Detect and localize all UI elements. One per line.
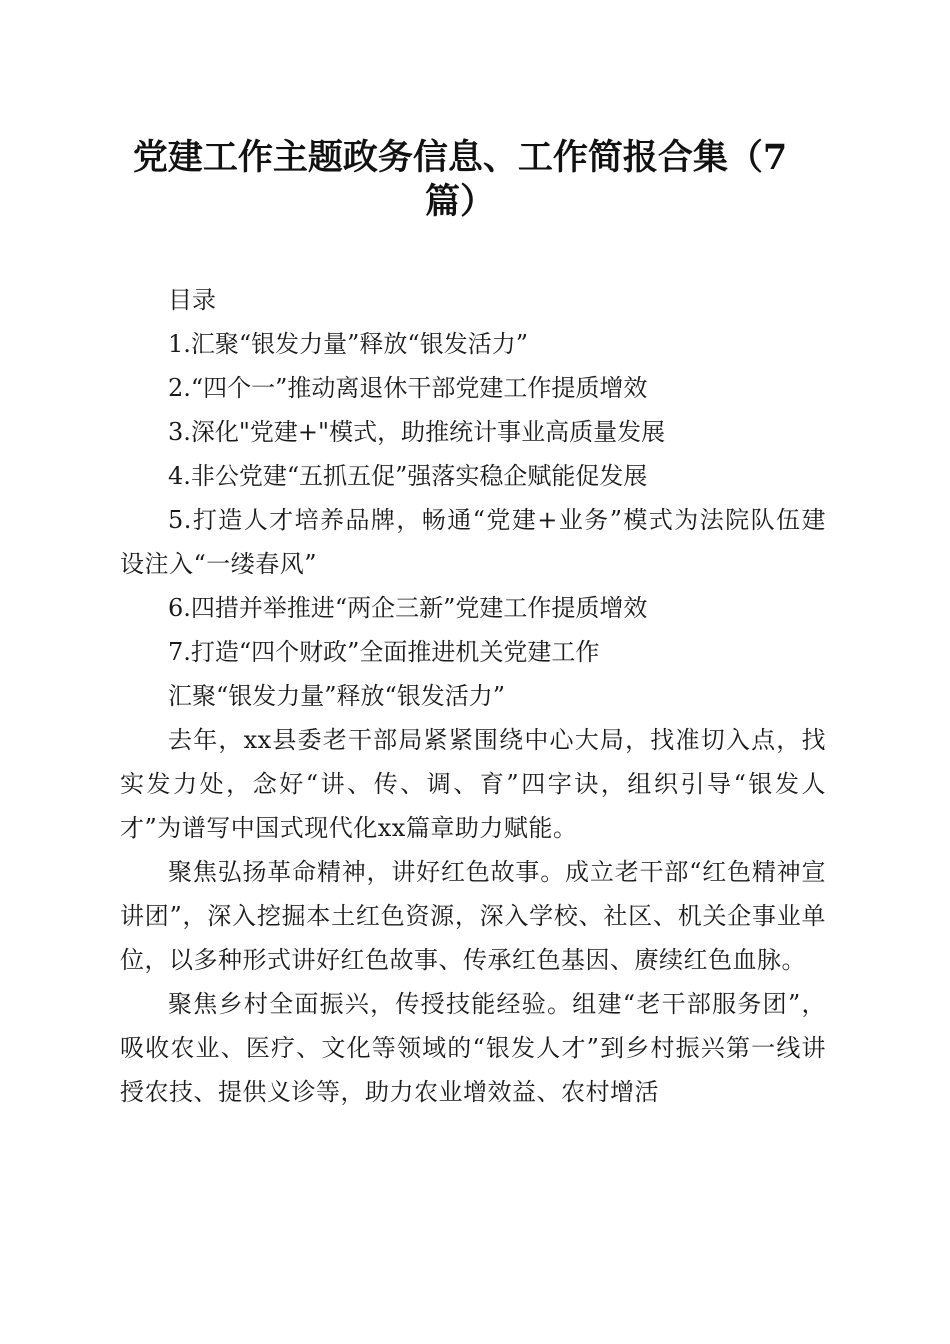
toc-item: 6.四措并举推进“两企三新”党建工作提质增效 (168, 594, 648, 622)
toc-item: 2.“四个一”推动离退休干部党建工作提质增效 (168, 374, 648, 402)
article-heading: 汇聚“银发力量”释放“银发活力” (168, 682, 506, 710)
toc-item: 1.汇聚“银发力量”释放“银发活力” (168, 330, 528, 358)
toc-item: 3.深化"党建+"模式，助推统计事业高质量发展 (168, 418, 666, 446)
toc-heading: 目录 (168, 286, 216, 314)
document-body (120, 278, 826, 1114)
toc-item: 4.非公党建“五抓五促”强落实稳企赋能促发展 (168, 462, 648, 490)
article-paragraph: 聚焦弘扬革命精神，讲好红色故事。成立老干部“红色精神宣讲团”，深入挖掘本土红色资源，深入学校、社区、机关企事业单位，以多种形式讲好红色故事、传承红色基因、赓续红色血脉。 (120, 858, 826, 974)
toc-item: 7.打造“四个财政”全面推进机关党建工作 (168, 638, 600, 666)
document-title: 党建工作主题政务信息、工作简报合集（7篇） (132, 137, 788, 222)
article-paragraph: 聚焦乡村全面振兴，传授技能经验。组建“老干部服务团”，吸收农业、医疗、文化等领域的“银发人才”到乡村振兴第一线讲授农技、提供义诊等，助力农业增效益、农村增活 (120, 990, 826, 1106)
article-paragraph: 去年，xx县委老干部局紧紧围绕中心大局，找准切入点，找实发力处，念好“讲、传、调、育”四字诀，组织引导“银发人才”为谱写中国式现代化xx篇章助力赋能。 (120, 726, 826, 842)
toc-item: 5.打造人才培养品牌，畅通“党建+业务”模式为法院队伍建设注入“一缕春风” (120, 506, 826, 578)
